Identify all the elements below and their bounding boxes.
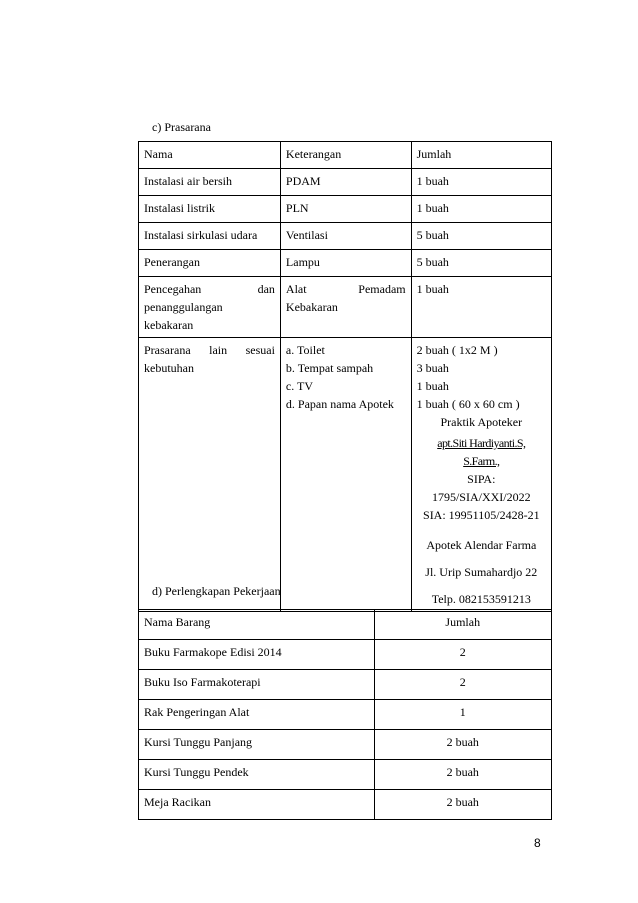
stamp-role: Praktik Apoteker	[440, 415, 523, 429]
cell-nama: Buku Iso Farmakoterapi	[139, 670, 375, 700]
cell-jumlah: 2	[374, 670, 551, 700]
page-number: 8	[534, 836, 541, 850]
cell-jumlah: 1 buah	[411, 196, 551, 223]
keterangan-item: c. TV	[285, 379, 314, 393]
table-header-row	[139, 610, 552, 640]
table-row	[139, 760, 552, 790]
cell-nama: Kursi Tunggu Panjang	[139, 730, 375, 760]
table-row	[139, 223, 552, 250]
table-row	[139, 196, 552, 223]
nama-line: kebutuhan	[144, 361, 194, 375]
table-row	[139, 700, 552, 730]
cell-keterangan	[280, 277, 411, 338]
cell-keterangan	[280, 338, 411, 612]
cell-nama: Meja Racikan	[139, 790, 375, 820]
stamp-sipa: SIPA: 1795/SIA/XXI/2022	[431, 472, 531, 504]
section-d-heading: d) Perlengkapan Pekerjaan	[152, 584, 281, 598]
keterangan-line: Kebakaran	[285, 300, 338, 314]
nama-line: penanggulangan	[144, 300, 223, 314]
stamp-name-line1: apt.Siti Hardiyanti.S,	[437, 436, 526, 450]
table-row	[139, 730, 552, 760]
cell-keterangan: PLN	[280, 196, 411, 223]
pharmacy-stamp	[417, 413, 546, 608]
cell-nama	[139, 338, 281, 612]
cell-nama	[139, 277, 281, 338]
jumlah-item: 2 buah ( 1x2 M )	[416, 343, 498, 357]
cell-jumlah: 2 buah	[374, 730, 551, 760]
cell-nama: Buku Farmakope Edisi 2014	[139, 640, 375, 670]
table-row	[139, 169, 552, 196]
cell-nama: Instalasi listrik	[139, 196, 281, 223]
jumlah-item: 1 buah ( 60 x 60 cm )	[416, 397, 520, 411]
section-c-heading: c) Prasarana	[152, 120, 211, 134]
jumlah-item: 1 buah	[416, 379, 449, 393]
cell-jumlah: 2 buah	[374, 760, 551, 790]
nama-line: kebakaran	[144, 318, 194, 332]
cell-nama: Rak Pengeringan Alat	[139, 700, 375, 730]
stamp-address: Jl. Urip Sumahardjo 22	[425, 565, 538, 579]
cell-nama: Kursi Tunggu Pendek	[139, 760, 375, 790]
cell-jumlah: 2	[374, 640, 551, 670]
cell-nama: Penerangan	[139, 250, 281, 277]
cell-jumlah: 1	[374, 700, 551, 730]
cell-keterangan: Lampu	[280, 250, 411, 277]
perlengkapan-table	[138, 609, 552, 820]
header-jumlah: Jumlah	[374, 610, 551, 640]
table-row	[139, 338, 552, 612]
header-nama-barang: Nama Barang	[139, 610, 375, 640]
nama-line: Pencegahan dan	[144, 282, 275, 296]
header-keterangan: Keterangan	[280, 142, 411, 169]
keterangan-item: d. Papan nama Apotek	[285, 397, 394, 411]
header-nama: Nama	[139, 142, 281, 169]
cell-jumlah: 1 buah	[411, 277, 551, 338]
keterangan-item: a. Toilet	[285, 343, 325, 357]
keterangan-line: Alat Pemadam	[285, 282, 406, 296]
table-row	[139, 277, 552, 338]
cell-jumlah: 2 buah	[374, 790, 551, 820]
cell-jumlah: 1 buah	[411, 169, 551, 196]
stamp-sia: SIA: 19951105/2428-21	[423, 508, 540, 522]
table-row	[139, 640, 552, 670]
stamp-name-line2: S.Farm.,	[463, 454, 500, 468]
stamp-apotek: Apotek Alendar Farma	[426, 538, 537, 552]
cell-keterangan: Ventilasi	[280, 223, 411, 250]
keterangan-item: b. Tempat sampah	[285, 361, 374, 375]
stamp-phone: Telp. 082153591213	[431, 592, 531, 606]
table-row	[139, 670, 552, 700]
table-header-row	[139, 142, 552, 169]
cell-nama: Instalasi air bersih	[139, 169, 281, 196]
cell-jumlah	[411, 338, 551, 612]
cell-jumlah: 5 buah	[411, 223, 551, 250]
jumlah-item: 3 buah	[416, 361, 449, 375]
table-row	[139, 250, 552, 277]
nama-line: Prasarana lain sesuai	[144, 343, 275, 357]
table-row	[139, 790, 552, 820]
prasarana-table	[138, 141, 552, 612]
cell-keterangan: PDAM	[280, 169, 411, 196]
header-jumlah: Jumlah	[411, 142, 551, 169]
cell-nama: Instalasi sirkulasi udara	[139, 223, 281, 250]
cell-jumlah: 5 buah	[411, 250, 551, 277]
